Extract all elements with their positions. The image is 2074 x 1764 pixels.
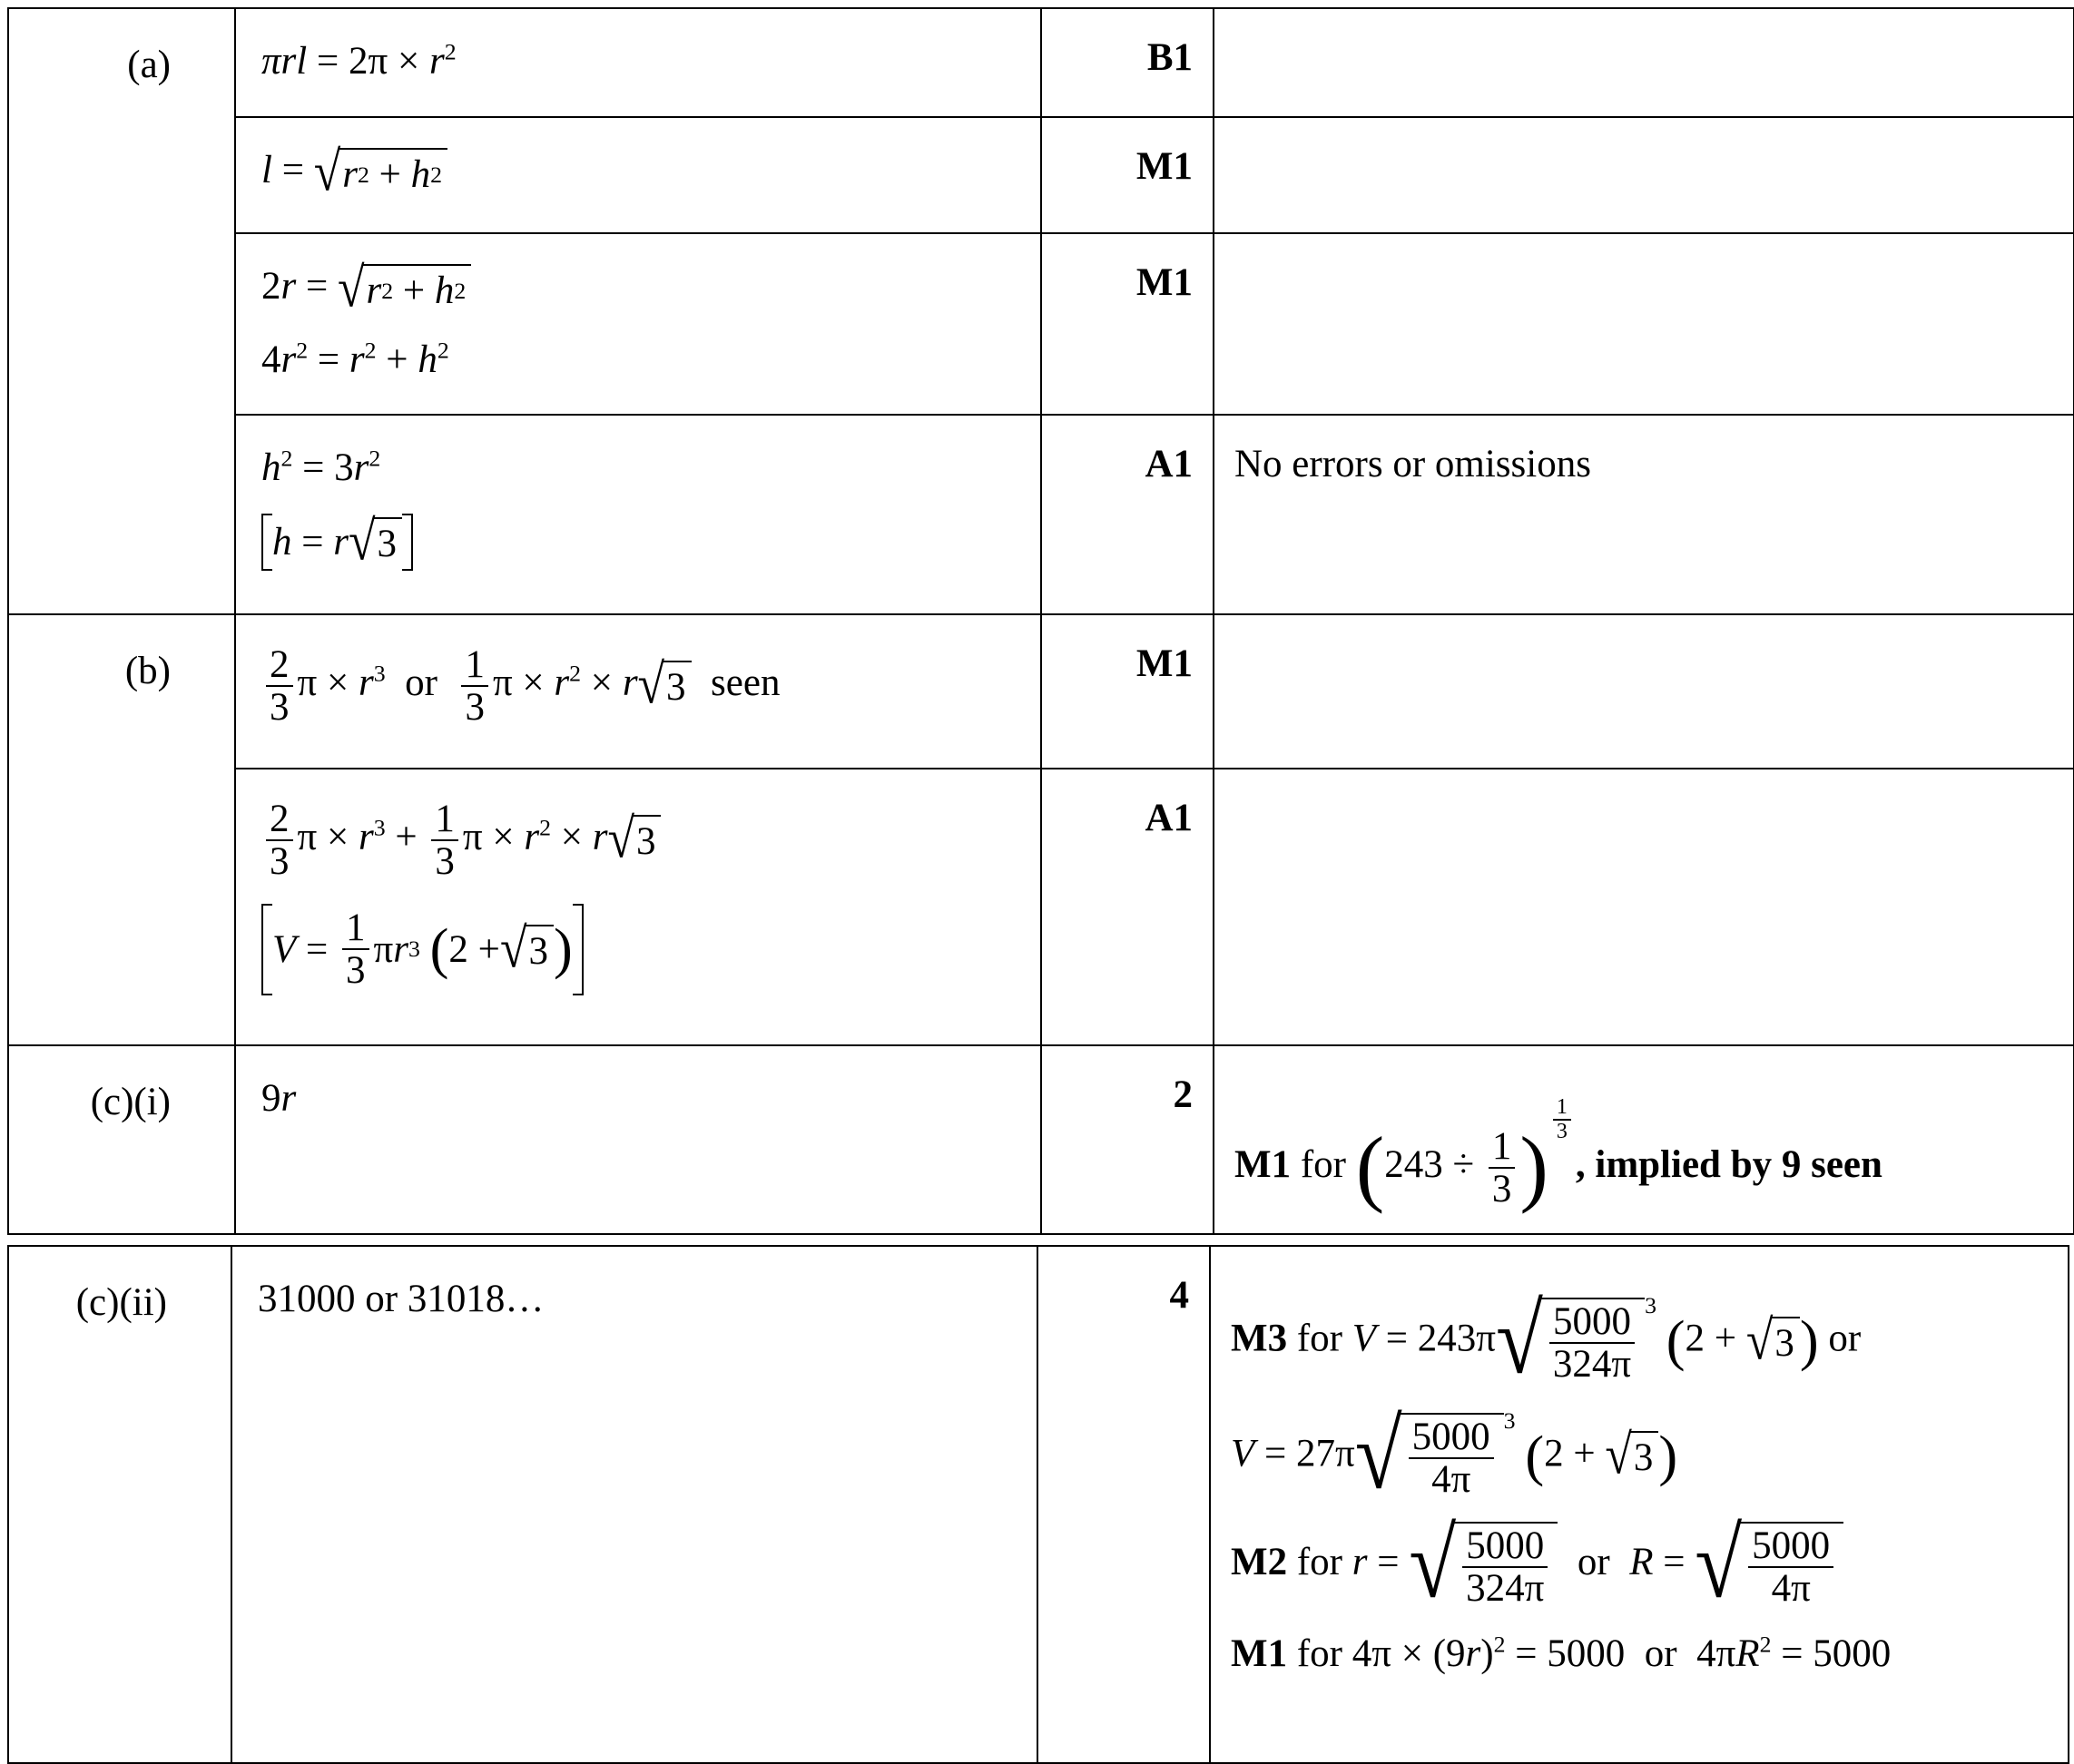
- guidance-line: M2 for r = √ $\frac{5000}{324\pi}$ or R = √ $\frac{5000}{4\pi}$: [1231, 1522, 2068, 1609]
- table-row: [8, 614, 2074, 769]
- table-row: [8, 233, 2074, 415]
- sqrt-symbol: √ r 2 + h 2: [338, 264, 471, 315]
- guidance-line: M1 for $4\pi \times (9r)^2 = 5000$ or $4\pi R^2 = 5000$: [1231, 1632, 1892, 1676]
- math-expression: $h^2 = 3r^2$: [261, 445, 381, 489]
- bracket: h = r √ 3: [261, 514, 413, 572]
- guidance-cell: [1214, 1045, 2074, 1234]
- math-expression: $\frac{2}{3}$ $\pi \times r^3$ + $\frac{1}{3}$ $\pi \times r^2 \times r$ √ 3: [261, 799, 1040, 882]
- math-expression: $\pi rl = 2\pi \times r^2$: [261, 38, 457, 83]
- math-expression: 2r = √ r 2 + h 2: [261, 263, 1040, 315]
- guidance-line: V = 27π √ $\frac{5000}{4\pi}$ $^3$ (2 + √ 3 ): [1231, 1400, 1678, 1510]
- mark-scheme-table-2: [7, 1245, 2069, 1764]
- working-cell: 31000 or 31018…: [231, 1246, 1037, 1763]
- working-cell: [235, 614, 1041, 769]
- working-cell: [235, 233, 1041, 415]
- working-cell: [235, 8, 1041, 117]
- guidance-cell: [1214, 8, 2074, 117]
- table-row: [8, 769, 2074, 1045]
- mark-cell: M1: [1041, 117, 1214, 233]
- guidance-line: M1 for (243 ÷ $\frac{1}{3}$ ) $^{\frac{1}{3}}$ , implied by 9 seen: [1234, 1095, 1882, 1215]
- mark-cell: A1: [1041, 769, 1214, 1045]
- table-row: [8, 1246, 2069, 1763]
- working-cell: [235, 415, 1041, 614]
- mark-cell: B1: [1041, 8, 1214, 117]
- math-expression: $4r^2 = r^2 + h^2$: [261, 337, 449, 381]
- mark-cell: M1: [1041, 233, 1214, 415]
- table-row: [8, 117, 2074, 233]
- table-row: [8, 8, 2074, 117]
- math-expression: [261, 904, 1040, 995]
- sqrt-symbol: √ r 2 + h 2: [314, 148, 447, 199]
- bracket: V = $\frac{1}{3}$ π r 3 ( 2 + √ 3 ): [261, 904, 584, 995]
- table-row: [8, 1045, 2074, 1234]
- math-expression: l = √ r 2 + h 2: [261, 147, 1040, 199]
- guidance-cell: [1214, 769, 2074, 1045]
- mark-cell: 2: [1041, 1045, 1214, 1234]
- guidance-cell: [1214, 233, 2074, 415]
- mark-scheme-table-1: [7, 7, 2074, 1235]
- math-expression: $\frac{2}{3}$ $\pi \times r^3$ or $\frac{1}{3}$ $\pi \times r^2 \times r$ √ 3 seen: [261, 644, 1040, 728]
- table-row: [8, 415, 2074, 614]
- answer-text: 9r: [261, 1077, 297, 1120]
- mark-cell: M1: [1041, 614, 1214, 769]
- part-label-a: (a): [8, 8, 235, 614]
- mark-cell: A1: [1041, 415, 1214, 614]
- part-label-c-i: (c)(i): [8, 1045, 235, 1234]
- part-label-b: (b): [8, 614, 235, 1045]
- working-cell: [235, 769, 1041, 1045]
- guidance-cell: [1214, 117, 2074, 233]
- guidance-cell: No errors or omissions: [1214, 415, 2074, 614]
- guidance-cell: [1214, 614, 2074, 769]
- part-label-c-ii: (c)(ii): [8, 1246, 231, 1763]
- guidance-cell: [1210, 1246, 2069, 1763]
- mark-cell: 4: [1037, 1246, 1210, 1763]
- working-cell: [235, 1045, 1041, 1234]
- working-cell: [235, 117, 1041, 233]
- guidance-line: M3 for V = 243π √ $\frac{5000}{324\pi}$ $^3$ (2 + √ 3 ) or: [1231, 1286, 1862, 1395]
- math-expression: [261, 508, 1040, 572]
